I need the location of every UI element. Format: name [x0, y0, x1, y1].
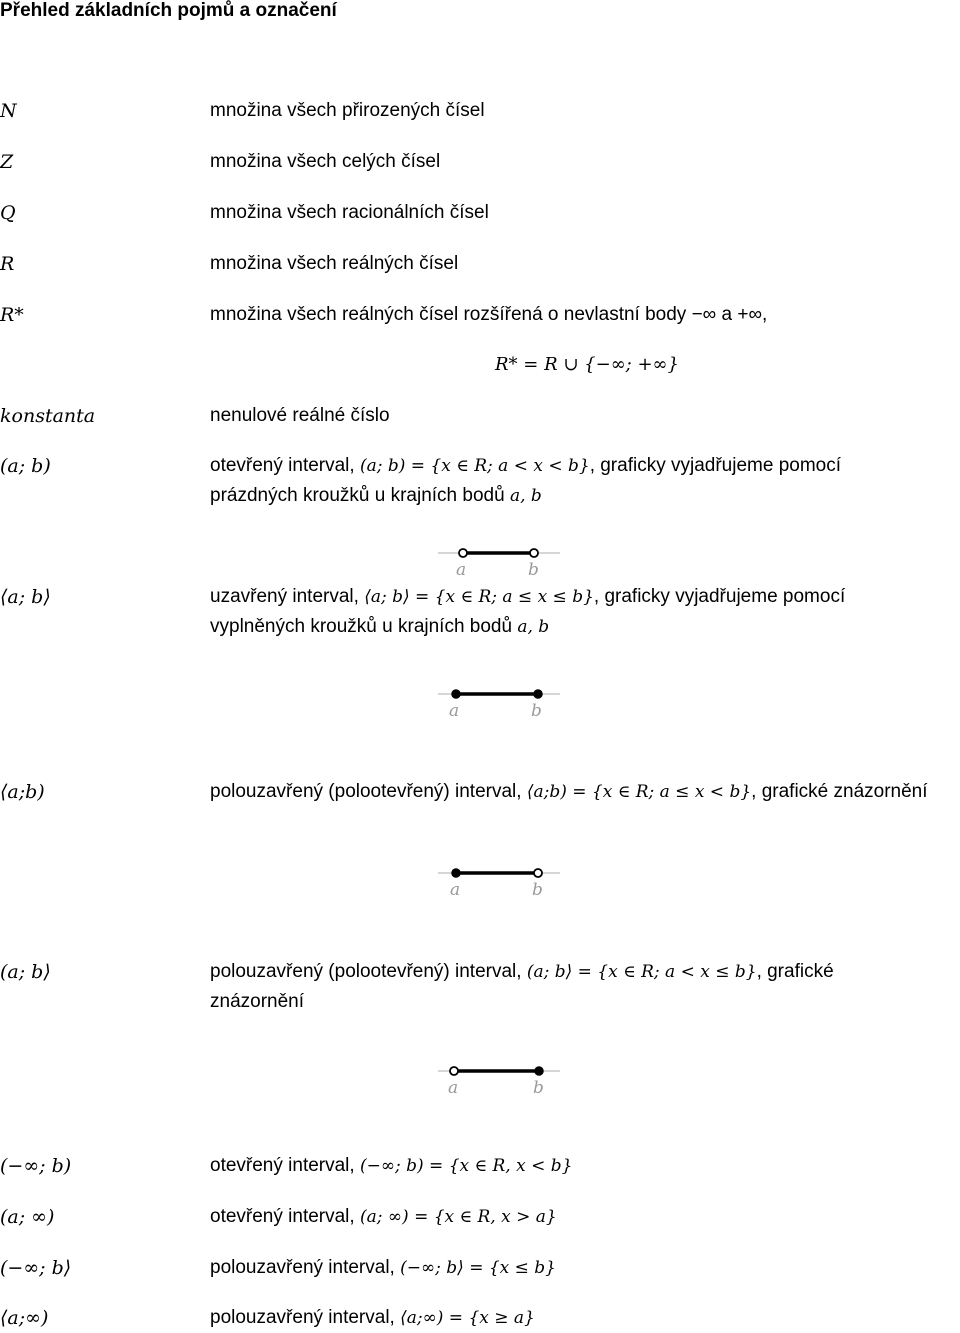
label-a: a — [449, 701, 460, 721]
description-left-unbounded-open: otevřený interval, (−∞; b) = {x ∈ R, x < b} — [210, 1155, 573, 1176]
symbol-half-open-left-closed: ⟨a;b) — [0, 781, 45, 803]
description-right-unbounded-closed: polouzavřený interval, ⟨a;∞) = {x ≥ a} — [210, 1307, 535, 1328]
description-half-open-right-closed: polouzavřený (polootevřený) interval, (a; b⟩ = {x ∈ R; a < x ≤ b}, grafické — [210, 961, 834, 982]
page-title: Přehled základních pojmů a označení — [0, 0, 337, 21]
description-open-interval: otevřený interval, (a; b) = {x ∈ R; a < x < b}, graficky vyjadřujeme pomocí — [210, 455, 842, 476]
label-b: b — [528, 560, 539, 580]
description-rationals: množina všech racionálních čísel — [210, 202, 489, 223]
description-closed-interval-line2: vyplněných kroužků u krajních bodů a, b — [210, 616, 550, 637]
symbol-half-open-right-closed: (a; b⟩ — [0, 961, 51, 983]
endpoint-a-open — [459, 549, 467, 557]
symbol-open-interval: (a; b) — [0, 455, 51, 477]
number-line-half-open-right-closed — [430, 1061, 570, 1097]
endpoint-b-open — [534, 869, 542, 877]
label-a: a — [448, 1078, 459, 1098]
endpoint-b-open — [530, 549, 538, 557]
symbol-constant: konstanta — [0, 405, 96, 427]
symbol-left-unbounded-open: (−∞; b) — [0, 1155, 72, 1177]
label-a: a — [450, 880, 461, 900]
endpoint-a-filled — [452, 869, 460, 877]
number-line-open-interval — [430, 543, 570, 579]
description-integers: množina všech celých čísel — [210, 151, 441, 172]
description-half-open-right-closed-line2: znázornění — [210, 991, 305, 1012]
description-half-open-left-closed: polouzavřený (polootevřený) interval, ⟨a;b) = {x ∈ R; a ≤ x < b}, grafické znázornění — [210, 781, 928, 802]
endpoint-b-filled — [534, 690, 542, 698]
endpoint-a-filled — [452, 690, 460, 698]
label-b: b — [532, 880, 543, 900]
endpoint-b-filled — [535, 1067, 543, 1075]
symbol-left-unbounded-closed: (−∞; b⟩ — [0, 1257, 72, 1279]
number-line-half-open-left-closed — [430, 863, 570, 899]
symbol-closed-interval: ⟨a; b⟩ — [0, 586, 51, 608]
label-b: b — [533, 1078, 544, 1098]
description-reals: množina všech reálných čísel — [210, 253, 459, 274]
symbol-extended-reals: R* — [0, 304, 24, 326]
description-constant: nenulové reálné číslo — [210, 405, 390, 426]
endpoint-a-open — [450, 1067, 458, 1075]
formula-extended-reals: R* = R ∪ {−∞; +∞} — [495, 354, 679, 375]
symbol-reals: R — [0, 253, 15, 275]
symbol-integers: Z — [0, 151, 14, 173]
description-natural-numbers: množina všech přirozených čísel — [210, 100, 485, 121]
description-closed-interval: uzavřený interval, ⟨a; b⟩ = {x ∈ R; a ≤ x ≤ b}, graficky vyjadřujeme pomocí — [210, 586, 846, 607]
description-extended-reals: množina všech reálných čísel rozšířená o nevlastní body −∞ a +∞, — [210, 304, 768, 325]
label-b: b — [531, 701, 542, 721]
symbol-right-unbounded-open: (a; ∞) — [0, 1206, 55, 1228]
symbol-natural-numbers: N — [0, 100, 17, 122]
symbol-right-unbounded-closed: ⟨a;∞) — [0, 1307, 49, 1329]
description-open-interval-line2: prázdných kroužků u krajních bodů a, b — [210, 485, 542, 506]
label-a: a — [456, 560, 467, 580]
number-line-closed-interval — [430, 684, 570, 720]
description-right-unbounded-open: otevřený interval, (a; ∞) = {x ∈ R, x > a} — [210, 1206, 557, 1227]
symbol-rationals: Q — [0, 202, 16, 224]
description-left-unbounded-closed: polouzavřený interval, (−∞; b⟩ = {x ≤ b} — [210, 1257, 556, 1278]
